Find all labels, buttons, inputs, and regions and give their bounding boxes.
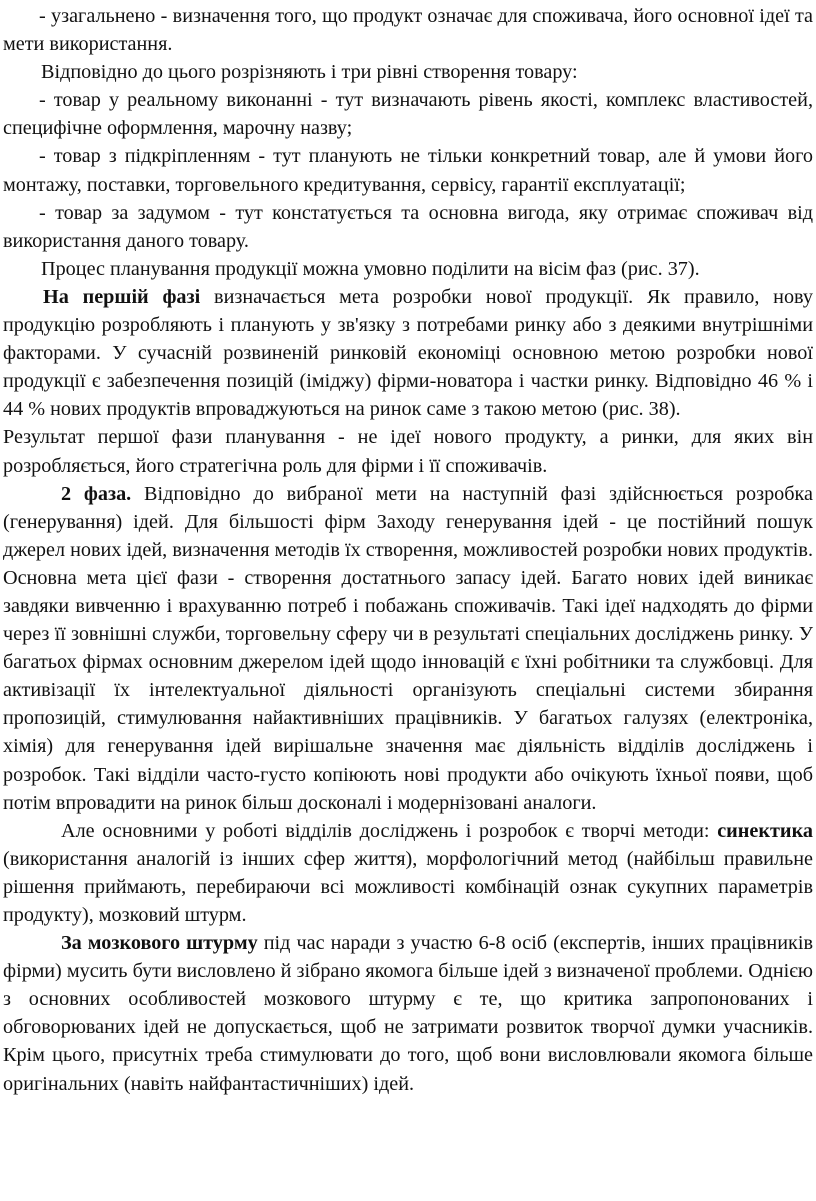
paragraph-summary-definition: - узагальнено - визначення того, що продукт означає для споживача, його основної ідеї та мети використання. xyxy=(3,5,813,56)
phase-two-heading: 2 фаза. xyxy=(61,482,132,505)
paragraph-brainstorming xyxy=(3,929,813,1098)
creative-methods-text: (використання аналогій із інших сфер життя), морфологічний метод (найбільш правильне рішення приймають, перебираючи всі можливості комбінацій ознак сукупних параметрів продукту), мозковий штурм. xyxy=(3,847,813,926)
paragraph-planning-phases: Процес планування продукції можна умовно поділити на вісім фаз (рис. 37). xyxy=(41,257,700,280)
creative-methods-intro: Але основними у роботі відділів досліджень і розробок є творчі методи: xyxy=(61,819,718,842)
brainstorming-text: під час наради з участю 6-8 осіб (експертів, інших працівників фірми) мусить бути висловлено й зібрано якомога більше ідей з визначеної проблеми. Однією з основних особливостей мозкового штурму є те, що критика запропонованих і обговорюваних ідей не допускається, щоб не затримати розвиток творчої думки учасників. Крім цього, присутніх треба стимулювати до того, щоб вони висловлювали якомога більше оригінальних (навіть найфантастичніших) ідей. xyxy=(3,932,813,1095)
paragraph-product-augmented: - товар з підкріпленням - тут планують не тільки конкретний товар, але й умови його монтажу, поставки, торговельного кредитування, сервісу, гарантії експлуатації; xyxy=(3,145,813,196)
paragraph-phase-one-result: Результат першої фази планування - не ідеї нового продукту, а ринки, для яких він розробляється, його стратегічна роль для фірми і її споживачів. xyxy=(3,426,813,477)
paragraph-product-actual: - товар у реальному виконанні - тут визначають рівень якості, комплекс властивостей, специфічне оформлення, марочну назву; xyxy=(3,89,813,140)
paragraph-product-concept: - товар за задумом - тут констатується та основна вигода, яку отримає споживач від використання даного товару. xyxy=(3,201,813,252)
paragraph-three-levels-intro: Відповідно до цього розрізняють і три рівні створення товару: xyxy=(41,61,578,84)
phase-two-text: Відповідно до вибраної мети на наступній фазі здійснюється розробка (генерування) ідей. Для більшості фірм Заходу генерування ідей - це постійний пошук джерел нових ідей, визначення методів їх створення, можливостей розробки нових продуктів. Основна мета цієї фази - створення достатнього запасу ідей. Багато нових ідей виникає завдяки вивченню і врахуванню потреб і побажань споживачів. Такі ідеї надходять до фірми через її зовнішні служби, торговельну сферу чи в результаті спеціальних досліджень ринку. У багатьох фірмах основним джерелом ідей щодо інновацій є їхні робітники та службовці. Для активізації їх інтелектуальної діяльності організують спеціальні системи збирання пропозицій, стимулювання найактивніших працівників. У багатьох галузях (електроніка, хімія) для генерування ідей вирішальне значення має діяльність відділів досліджень і розробок. Такі відділи часто-густо копіюють нові продукти або очікують їхньої появи, щоб потім впровадити на ринок більш досконалі і модернізовані аналоги. xyxy=(3,482,813,814)
synectics-term: синектика xyxy=(717,819,813,842)
phase-one-heading: На першій фазі xyxy=(43,285,201,308)
paragraph-creative-methods xyxy=(3,817,813,929)
paragraph-phase-one xyxy=(3,283,813,423)
brainstorming-heading: За мозкового штурму xyxy=(61,932,258,955)
phase-one-text: визначається мета розробки нової продукції. Як правило, нову продукцію розробляють і планують у зв'язку з потребами ринку або з деякими внутрішніми факторами. У сучасній розвиненій ринковій економіці основною метою розробки нової продукції є забезпечення позицій (іміджу) фірми-новатора і частки ринку. Відповідно 46 % і 44 % нових продуктів впроваджуються на ринок саме з такою метою (рис. 38). xyxy=(3,285,813,421)
paragraph-phase-two xyxy=(3,480,813,817)
